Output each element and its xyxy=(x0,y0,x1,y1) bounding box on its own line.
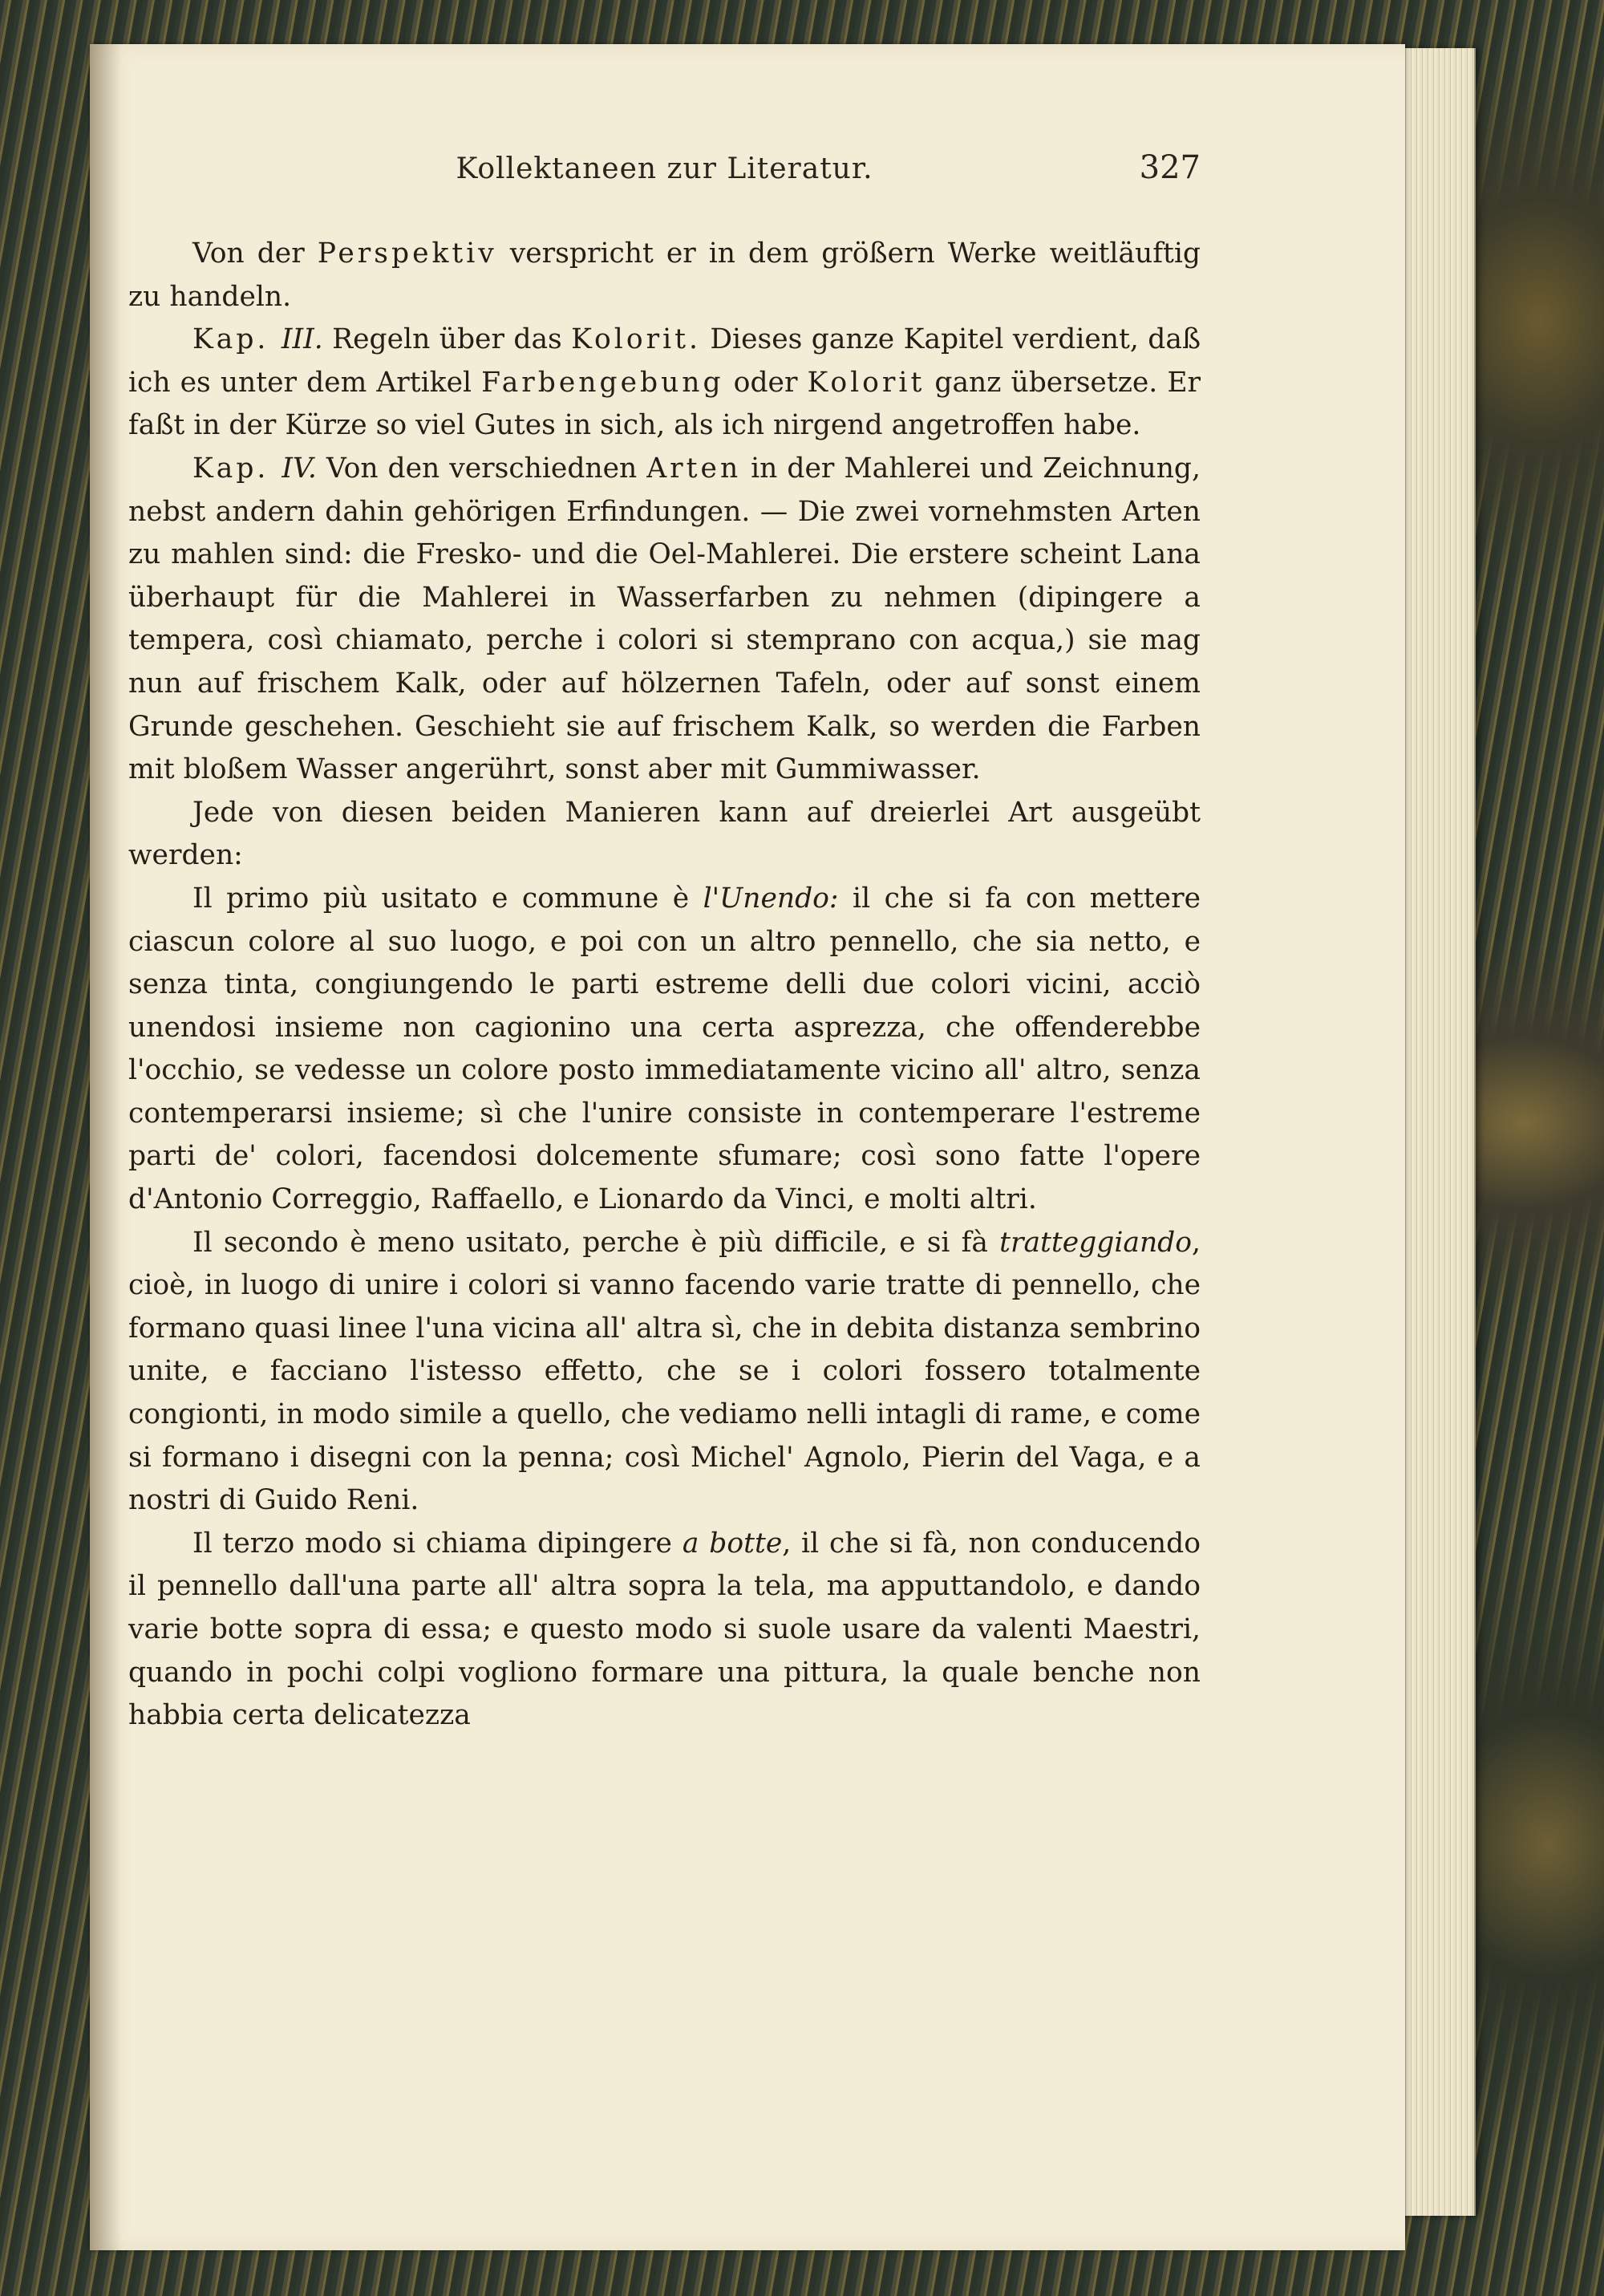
text-run: verspricht er in dem größern Werke weitläuftig zu handeln. xyxy=(128,237,1201,313)
paragraph xyxy=(128,448,1201,792)
italic-text: tratteggiando xyxy=(999,1226,1193,1259)
italic-text: l'Unendo: xyxy=(703,882,839,915)
gutter-shadow xyxy=(90,44,122,2250)
spaced-text: Perspektiv xyxy=(317,237,497,270)
spaced-text: Kolorit. xyxy=(571,323,701,356)
text-run: Von den verschiednen xyxy=(316,452,647,485)
paragraph xyxy=(128,878,1201,1222)
spaced-text: Arten xyxy=(646,452,742,485)
text-run: Von der xyxy=(192,237,318,270)
text-run: Il secondo è meno usitato, perche è più difficile, e si fà xyxy=(192,1226,1000,1259)
page-number: 327 xyxy=(1139,149,1201,186)
text-run: , cioè, in luogo di unire i colori si vanno facendo varie tratte di pennello, che formano quasi linee l'una vicina all' altra sì, che in debita distanza sembrino unite, e facciano l'istesso effetto, che se i colori fossero totalmente congionti, in modo simile a quello, che vediamo nelli intagli di rame, e come si formano i disegni con la penna; così Michel' Agnolo, Pierin del Vaga, e a nostri di Guido Reni. xyxy=(128,1226,1201,1517)
paragraph xyxy=(128,1523,1201,1738)
text-run: in der Mahlerei und Zeichnung, nebst andern dahin gehörigen Erfindungen. — Die zwei vornehmsten Arten zu mahlen sind: die Fresko- und die Oel-Mahlerei. Die erstere scheint Lana überhaupt für die Mahlerei in Wasserfarben zu nehmen (dipingere a tempera, così chiamato, perche i colori si stemprano con acqua,) sie mag nun auf frischem Kalk, oder auf hölzernen Tafeln, oder auf sonst einem Grunde geschehen. Geschieht sie auf frischem Kalk, so werden die Farben mit bloßem Wasser angerührt, sonst aber mit Gummiwasser. xyxy=(128,452,1201,786)
page-header xyxy=(128,149,1201,201)
paragraph xyxy=(128,318,1201,448)
text-run: Il primo più usitato e commune è xyxy=(192,882,703,915)
running-head: Kollektaneen zur Literatur. xyxy=(456,152,873,185)
italic-text: a botte xyxy=(682,1527,783,1560)
spaced-text: Kap. xyxy=(192,323,282,356)
spaced-text: Kap. xyxy=(192,452,282,485)
text-run: il che si fa con mettere ciascun colore al suo luogo, e poi con un altro pennello, che sia netto, e senza tinta, congiungendo le parti estreme delli due colori vicini, acciò unendosi insieme non cagionino una certa asprezza, che offenderebbe l'occhio, se vedesse un colore posto immediatamente vicino all' altro, senza contemperarsi insieme; sì che l'unire consiste in contemperare l'estreme parti de' colori, facendosi dolcemente sfumare; così sono fatte l'opere d'Antonio Correggio, Raffaello, e Lionardo da Vinci, e molti altri. xyxy=(128,882,1201,1216)
italic-text: IV. xyxy=(282,452,317,485)
italic-text: III. xyxy=(281,323,323,356)
text-run: Il terzo modo si chiama dipingere xyxy=(192,1527,683,1560)
body-text xyxy=(128,233,1201,1738)
paragraph xyxy=(128,792,1201,878)
text-run: oder xyxy=(723,366,808,399)
text-run: ganz übersetze. Er faßt in der Kürze so viel Gutes in sich, als ich nirgend angetroffen habe. xyxy=(128,366,1201,442)
paragraph xyxy=(128,1222,1201,1523)
text-run: Regeln über das xyxy=(322,323,572,356)
paragraph xyxy=(128,233,1201,318)
text-run: , il che si fà, non conducendo il pennello dall'una parte all' altra sopra la tela, ma apputtandolo, e dando varie botte sopra di essa; e questo modo si suole usare da valenti Maestri, quando in pochi colpi vogliono formare una pittura, la quale benche non habbia certa delicatezza xyxy=(128,1527,1201,1732)
spaced-text: Farbengebung xyxy=(481,366,724,399)
spaced-text: Kolorit xyxy=(807,366,926,399)
text-run: Jede von diesen beiden Manieren kann auf dreierlei Art ausgeübt werden: xyxy=(128,796,1201,872)
text-run: Dieses ganze Kapitel verdient, daß ich es unter dem Artikel xyxy=(128,323,1201,399)
